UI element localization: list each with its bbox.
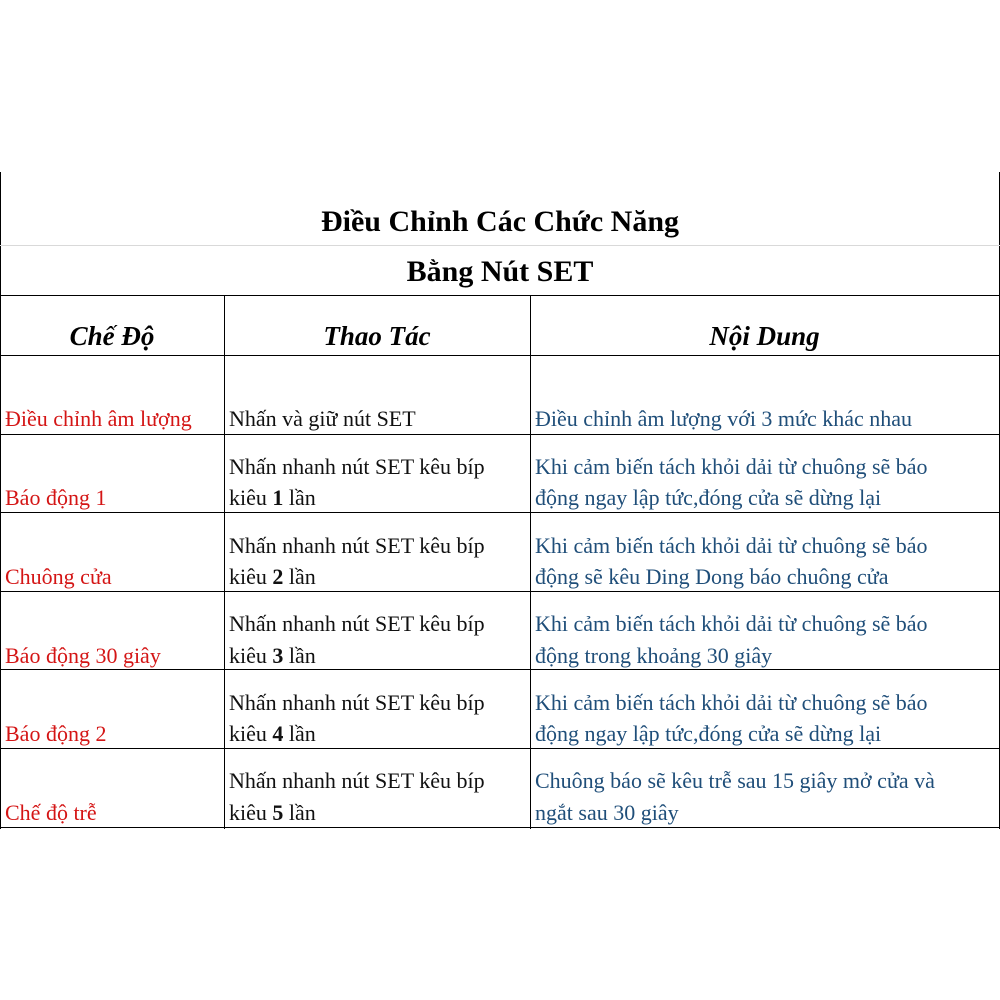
beep-count: 4 [272,721,284,746]
content-cell-line1: Khi cảm biến tách khỏi dải từ chuông sẽ báo [535,454,928,479]
content-cell-line2: động ngay lập tức,đóng cửa sẽ dừng lại [535,485,882,510]
content-cell-line1: Khi cảm biến tách khỏi dải từ chuông sẽ báo [535,533,928,558]
content-cell-line1: Khi cảm biến tách khỏi dải từ chuông sẽ báo [535,611,928,636]
header-top-border [0,295,1000,296]
operation-cell-line1: Nhấn nhanh nút SET kêu bíp [229,454,485,479]
column-divider-2 [530,296,531,829]
operation-suffix: lần [283,800,316,825]
header-mode: Chế Độ [69,321,155,351]
operation-cell-line1: Nhấn nhanh nút SET kêu bíp [229,533,485,558]
mode-cell: Báo động 2 [5,721,107,746]
operation-cell: Nhấn và giữ nút SET [229,406,416,431]
table-subtitle: Bằng Nút SET [406,255,594,288]
operation-prefix: kiêu [229,485,273,510]
content-cell-line1: Khi cảm biến tách khỏi dải từ chuông sẽ báo [535,690,928,715]
content-cell-line2: động trong khoảng 30 giây [535,643,773,668]
operation-cell-line1: Nhấn nhanh nút SET kêu bíp [229,690,485,715]
content-cell-line1: Chuông báo sẽ kêu trễ sau 15 giây mở cửa và [535,768,935,793]
mode-cell: Chế độ trễ [5,800,97,825]
operation-suffix: lần [283,643,316,668]
operation-cell-line2 [229,718,316,749]
operation-cell-line1: Nhấn nhanh nút SET kêu bíp [229,611,485,636]
operation-cell-line1: Nhấn nhanh nút SET kêu bíp [229,768,485,793]
header-operation: Thao Tác [323,321,431,351]
operation-cell-line2 [229,640,316,671]
mode-cell: Báo động 30 giây [5,643,161,668]
beep-count: 1 [272,485,284,510]
content-cell: Điều chỉnh âm lượng với 3 mức khác nhau [535,406,913,431]
operation-suffix: lần [283,721,316,746]
operation-prefix: kiêu [229,800,273,825]
table-title: Điều Chỉnh Các Chức Năng [320,205,680,238]
beep-count: 2 [272,564,284,589]
operation-prefix: kiêu [229,643,273,668]
beep-count: 3 [272,643,284,668]
title-divider [0,245,1000,246]
beep-count: 5 [272,800,284,825]
operation-cell-line2 [229,561,316,592]
row-divider-1 [0,434,1000,435]
mode-cell: Điều chỉnh âm lượng [5,406,192,431]
operation-suffix: lần [283,564,316,589]
operation-prefix: kiêu [229,564,273,589]
mode-cell: Báo động 1 [5,485,107,510]
header-content: Nội Dung [709,321,820,351]
content-cell-line2: ngắt sau 30 giây [535,800,679,825]
operation-prefix: kiêu [229,721,273,746]
column-divider-1 [224,296,225,829]
table-bottom-border [0,827,1000,828]
content-cell-line2: động ngay lập tức,đóng cửa sẽ dừng lại [535,721,882,746]
operation-suffix: lần [283,485,316,510]
mode-cell: Chuông cửa [5,564,112,589]
content-cell-line2: động sẽ kêu Ding Dong báo chuông cửa [535,564,889,589]
operation-cell-line2 [229,482,316,513]
operation-cell-line2 [229,797,316,828]
